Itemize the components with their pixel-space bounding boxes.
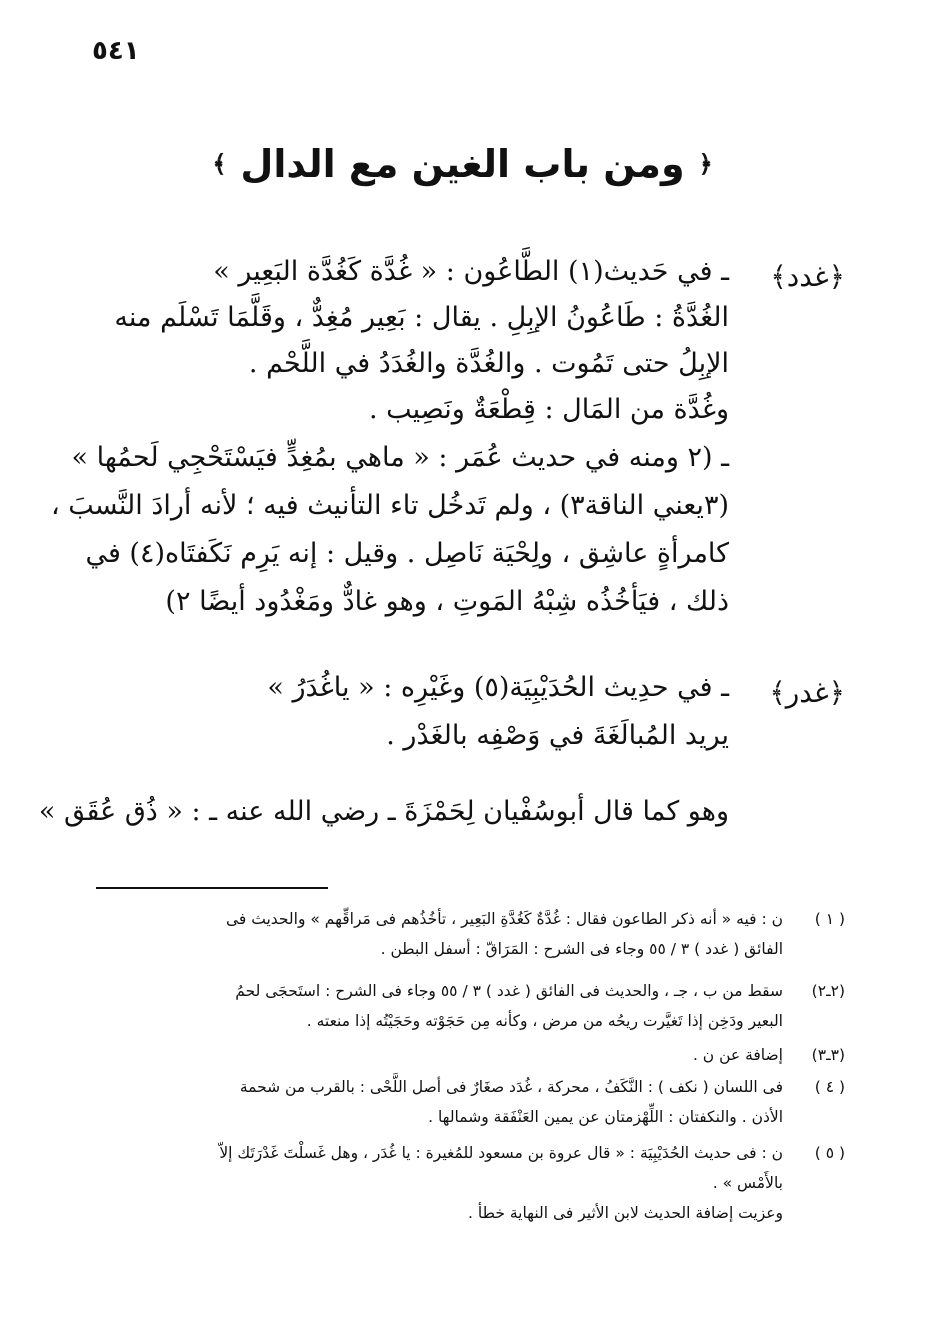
footnote-number: (٢ـ٢): [811, 982, 845, 1000]
entry-line: الإبِلُ حتى تَمُوت . والغُدَّة والغُدَدُ في اللَّحْم .: [248, 348, 729, 379]
entry-line: يريد المُبالَغَةَ في وَصْفِه بالغَدْر .: [386, 720, 729, 751]
chapter-title-text: ومن باب الغين مع الدال: [240, 142, 685, 186]
footnote-separator: [96, 887, 328, 889]
footnote: [100, 1138, 845, 1228]
footnote: [100, 904, 845, 964]
ornament-left: ﴾: [212, 150, 227, 178]
footnote-number: ( ٥ ): [814, 1144, 845, 1162]
footnote: [100, 1072, 845, 1132]
entry-label: ﴿غدد﴾: [770, 260, 845, 293]
entry-line: كامرأةٍ عاشِق ، ولِحْيَة نَاصِل . وقيل : إنه يَرِم نَكَفتَاه(٤) في: [85, 538, 729, 569]
entry-line: (٣يعني الناقة٣) ، ولم تَدخُل تاء التأنيث فيه ؛ لأنه أرادَ النَّسبَ ،: [50, 490, 729, 521]
entry-line: وهو كما قال أبوسُفْيان لِحَمْزَةَ ـ رضي الله عنه ـ : « ذُق عُقَق »: [38, 796, 729, 827]
footnote-text: فى اللسان ( نكف ) : النَّكَفُ ، محركة ، غُدَد صغَارٌ فى أصل اللَّحْى : بالقرب من شحمة الأذن . والنكفتان : اللِّهْزمتان عن يمين العَنْفَقة وشمالها .: [239, 1078, 783, 1126]
page-number: ٥٤١: [92, 36, 140, 66]
chapter-title: [0, 142, 925, 186]
footnote-text: ن : فى حديث الحُدَيْبِيَة : « قال عروة بن مسعود للمُغيرة : يا غُدَر ، وهل غَسلْتَ غَدْرَتَك إلاّ بالأَمْس » . وعزيت إضافة الحديث لابن الأثير فى النهاية خطأ .: [219, 1144, 783, 1222]
footnote: [100, 976, 845, 1036]
entry-line: ـ في حَديث(١) الطَّاعُون : « غُدَّة كَغُدَّة البَعِير »: [213, 256, 729, 287]
entry-line: ذلك ، فيَأخُذُه شِبْهُ المَوتِ ، وهو غادٌّ ومَغْدُود أيضًا ٢): [165, 586, 729, 617]
ornament-right: ﴿: [698, 150, 713, 178]
entry-line: الغُدَّةُ : طَاعُونُ الإبِلِ . يقال : بَعِير مُغِدٌّ ، وقَلَّمَا تَسْلَم منه: [114, 302, 729, 333]
footnote-number: (٣ـ٣): [811, 1046, 845, 1064]
footnote-text: إضافة عن ن .: [692, 1046, 783, 1064]
entry-line: وغُدَّة من المَال : قِطْعَةٌ ونَصِيب .: [368, 394, 729, 425]
entry-line: ـ (٢ ومنه في حديث عُمَر : « ماهي بمُغِدٍّ فيَسْتَحْجِي لَحمُها »: [71, 442, 729, 473]
footnote: [100, 1040, 845, 1070]
footnote-text: سقط من ب ، جـ ، والحديث فى الفائق ( غدد ) ٣ / ٥٥ وجاء فى الشرح : استَحجَى لحمُ البعير ودَخِن إذا تَغيَّرت ريحُه من مرض ، وكأنه مِن حَجَوْته وحَجَيْتُه إذا منعته .: [235, 982, 783, 1030]
footnote-number: ( ٤ ): [814, 1078, 845, 1096]
entry-line: ـ في حدِيث الحُدَيْبِيَة(٥) وغَيْرِه : « ياغُدَرُ »: [267, 672, 729, 703]
entry-label: ﴿غدر﴾: [769, 676, 845, 709]
footnote-text: ن : فيه « أنه ذكر الطاعون فقال : غُدَّةٌ كَغُدَّةِ البَعِير ، تأخُذُهم فى مَراقِّهم » والحديث فى الفائق ( غدد ) ٣ / ٥٥ وجاء فى الشرح : المَرَاقّ : أسفل البطن .: [226, 910, 783, 958]
footnote-number: ( ١ ): [814, 910, 845, 928]
